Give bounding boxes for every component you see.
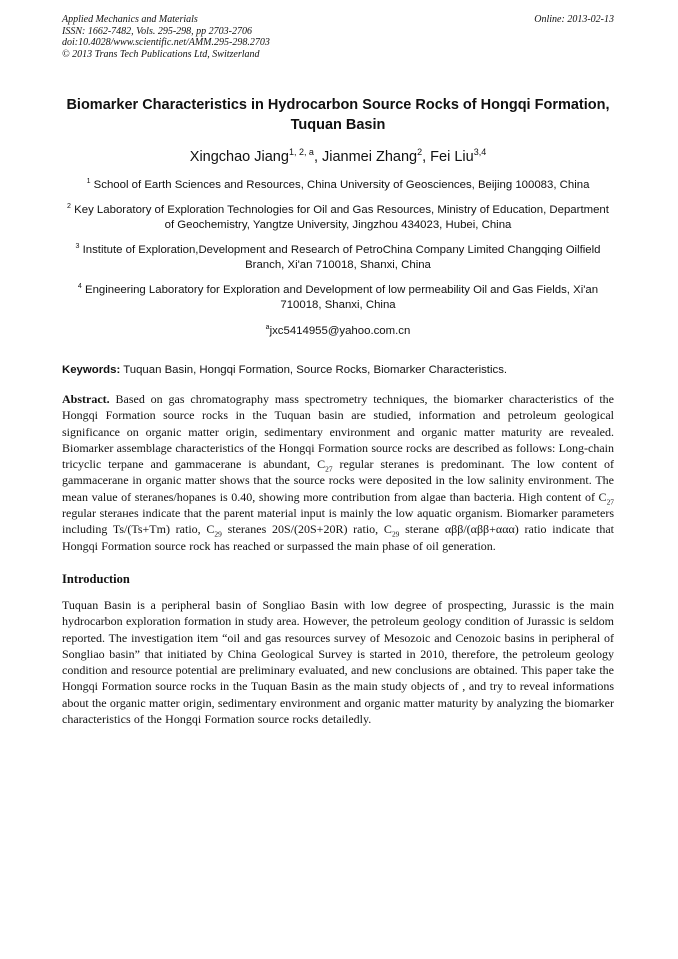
affiliation-4 [62,283,614,314]
email-address: jxc5414955@yahoo.com.cn [269,324,411,337]
abstract-label: Abstract. [62,392,110,406]
introduction-paragraph: Tuquan Basin is a peripheral basin of Songliao Basin with low degree of prospecting, Jurassic is the main hydrocarbon exploration formation in study area. However, the petroleum geology condition of Jurassic is seldom reported. The investigation item “oil and gas resources survey of Mesozoic and Cenozoic basins in peripheral of Songliao basin” that initiated by China Geological Survey is started in 2010, therefore, the petroleum geology condition and resource potential are preliminary evaluated, and new conclusions are obtained. This paper take the Hongqi Formation source rocks in the Tuquan Basin as the main study objects of , and try to reveal informations about the organic matter origin, sedimentary environment and organic matter maturity by analyzing the biomarker characteristics of the Hongqi Formation source rocks detailedly. [62,597,614,727]
affiliation-number: 1 [86,178,91,186]
abstract [62,391,614,554]
journal-name: Applied Mechanics and Materials [62,14,198,25]
author-superscript: 3,4 [473,147,487,158]
affiliation-2 [62,203,614,234]
abstract-text: regular sterанes indicate that the parent material input is mainly the low aquatic organism. Biomarker parameters including Ts/(Ts+Tm) ratio, C [62,506,614,537]
abstract-text: Based on gas chromatography mass spectrometry techniques, the biomarker characteristics of the Hongqi Formation source rocks in the Tuquan basin are studied, information and petroleum geological significance on organic matter origin, sedimentary environment and organic matter maturity are revealed. Biomarker assemblage characteristics of the Hongqi Formation source rocks are described as follows: Long-chain tricyclic terpane and gammacerane is abundant, C [62,392,614,472]
online-date: Online: 2013-02-13 [534,14,614,25]
abstract-text: sterane αββ/(αββ+ααα) ratio indicate that Hongqi Formation source rock has reached or surpassed the main phase of oil generation. [62,522,614,553]
keywords-label: Keywords: [62,364,121,376]
author-list: Xingchao Jiang$^{1, 2, a}$, Jianmei Zhang$^2$, Fei Liu$^{3,4}$ [189,147,487,165]
author-superscript: 2 [417,147,423,158]
email-superscript: a [265,323,270,331]
paper-title: Biomarker Characteristics in Hydrocarbon Source Rocks of Hongqi Formation, Tuquan Basin [66,97,610,133]
affiliation-text: Engineering Laboratory for Exploration and Development of low permeability Oil and Gas Fields, Xi'an 710018, Shanxi, China [84,283,599,311]
affiliation-number: 2 [67,202,71,210]
affiliation-3 [62,243,614,274]
subscript: 27 [325,464,333,474]
introduction-heading: Introduction [62,571,130,586]
author-name: Xingchao Jiang [189,149,289,165]
author-name: Jianmei Zhang [322,149,418,165]
subscript: 29 [214,529,222,539]
author-superscript: 1, 2, a [288,147,314,158]
subscript: 29 [391,529,400,539]
keywords [62,363,614,378]
page-header [62,14,614,66]
author-name: Fei Liu [430,149,474,165]
affiliation-text: Key Laboratory of Exploration Technologies for Oil and Gas Resources, Ministry of Education, Department of Geochemistry, Yangtze University, Jingzhou 434023, Hubei, China [74,203,609,231]
doi-line: doi:10.4028/www.scientific.net/AMM.295-298.2703 [62,37,270,48]
abstract-text: regular steranes is predominant. The low content of gammacerane in organic matter shows that the source rocks were deposited in the low salinity environment. The mean value of steranes/hopanes is 0.40, showing more contribution from algae than bacteria. High content of C [62,457,614,504]
affiliation-text: Institute of Exploration,Development and Research of PetroChina Company Limited Changqing Oilfield Branch, Xi'an 710018, Shanxi, China [82,243,601,271]
issn-line: ISSN: 1662-7482, Vols. 295-298, pp 2703-2706 [62,25,252,37]
affiliation-number: 4 [77,282,82,290]
affiliation-text: School of Earth Sciences and Resources, China University of Geosciences, Beijing 100083, China [93,179,590,191]
copyright-line: © 2013 Trans Tech Publications Ltd, Switzerland [62,48,260,60]
keywords-text: Tuquan Basin, Hongqi Formation, Source Rocks, Biomarker Characteristics. [123,364,508,376]
affiliation-number: 3 [75,242,80,250]
subscript: 27 [606,497,614,507]
journal-meta [62,14,270,60]
affiliation-1 [62,178,614,194]
abstract-text: steranes 20S/(20S+20R) ratio, C [221,522,392,537]
corresponding-email [62,324,614,340]
paper-page [62,14,614,727]
